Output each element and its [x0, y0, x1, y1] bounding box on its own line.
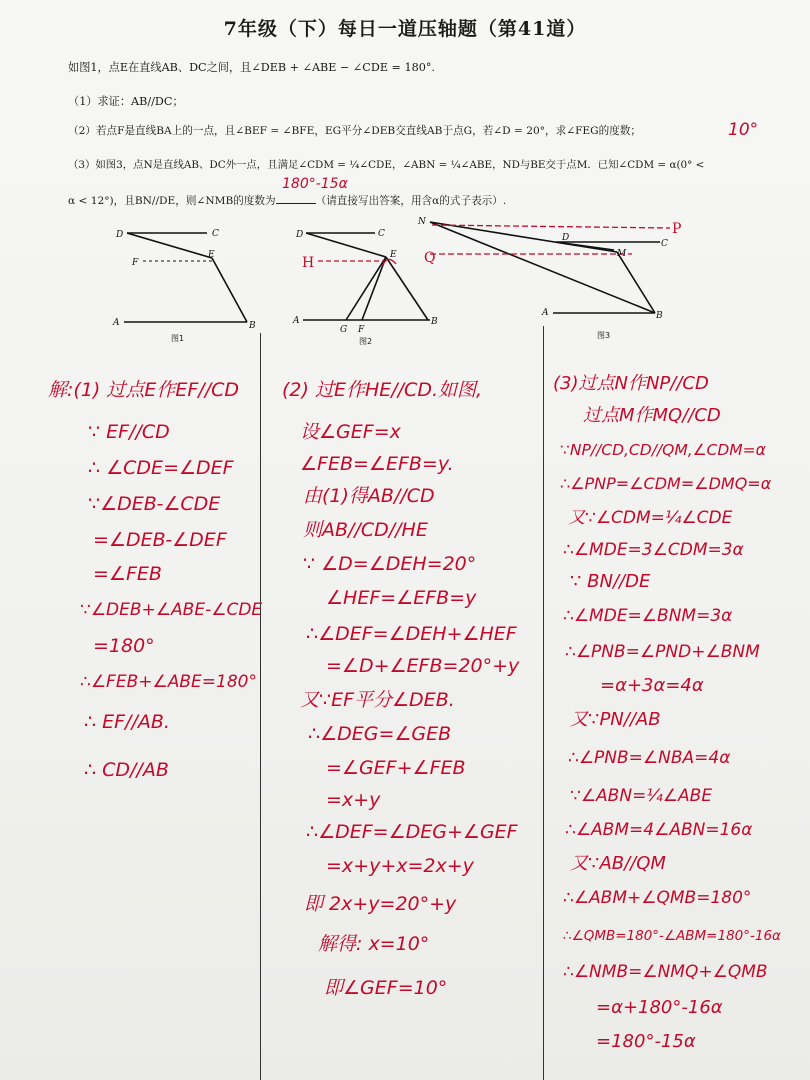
sol3-line: ∴∠ABM+∠QMB=180°	[563, 888, 752, 908]
sol3-line: ∴∠QMB=180°-∠ABM=180°-16α	[563, 928, 781, 944]
sol2-line: 解得: x=10°	[318, 933, 430, 955]
sol3-line: 又∵∠CDM=¼∠CDE	[568, 508, 733, 528]
fig3-label-B: B	[656, 311, 663, 321]
fig2-caption: 图2	[359, 337, 373, 346]
fig1-label-C: C	[212, 229, 219, 239]
page-title: 7年级（下）每日一道压轴题（第41道）	[223, 18, 587, 40]
fig1-label-A: A	[113, 318, 120, 328]
sol2-line: 即 2x+y=20°+y	[304, 893, 457, 915]
sol2-line: ∴∠DEF=∠DEG+∠GEF	[306, 821, 518, 843]
fig3-annotation-P: P	[672, 221, 682, 237]
sol1-line: ∴ EF//AB.	[84, 711, 170, 733]
sol1-line: ∵∠DEB+∠ABE-∠CDE	[80, 600, 263, 620]
sol1-line: =180°	[93, 635, 155, 657]
fig3-annotation-Q: Q	[424, 250, 436, 266]
fig1-label-F: F	[132, 258, 139, 268]
sol3-line: ∴∠PNB=∠PND+∠BNM	[565, 642, 760, 662]
answer-blank	[276, 192, 316, 204]
fig2-label-C: C	[378, 229, 385, 239]
sol3-line: ∴∠NMB=∠NMQ+∠QMB	[563, 962, 768, 982]
sol3-line: ∴∠MDE=3∠CDM=3α	[563, 540, 744, 560]
sol3-line: ∵∠ABN=¼∠ABE	[570, 786, 713, 806]
sol1-line: ∴∠FEB+∠ABE=180°	[80, 672, 257, 692]
sol2-line: 由(1)得AB//CD	[303, 485, 435, 507]
fig3-label-N: N	[418, 217, 426, 227]
sol2-line: ∠HEF=∠EFB=y	[326, 587, 477, 609]
sol3-line: ∴∠MDE=∠BNM=3α	[563, 606, 733, 626]
question-3-line2-start: α < 12°)，且BN//DE，则∠NMB的度数为	[68, 195, 276, 207]
column-divider-right	[543, 326, 544, 1080]
sol3-line: 又∵AB//QM	[570, 853, 666, 874]
sol2-line: =x+y	[326, 789, 381, 811]
sol3-line: ∵ BN//DE	[570, 571, 651, 592]
column-divider-left	[260, 333, 261, 1080]
fig3-label-C: C	[661, 239, 668, 249]
sol3-line: ∴∠ABM=4∠ABN=16α	[565, 820, 753, 840]
fig3-label-A: A	[542, 308, 549, 318]
sol3-line: =α+3α=4α	[600, 675, 704, 696]
problem-intro: 如图1，点E在直线AB、DC之间，且∠DEB + ∠ABE − ∠CDE = 180°.	[68, 61, 435, 74]
fig1-label-E: E	[208, 250, 215, 260]
fig3-label-M: M	[617, 249, 627, 259]
sol2-line: 即∠GEF=10°	[324, 977, 448, 999]
handwritten-answer-q2: 10°	[728, 120, 759, 140]
sol1-line: ∴ ∠CDE=∠DEF	[88, 457, 234, 479]
fig3-caption: 图3	[597, 331, 611, 340]
sol3-line: ∴∠PNP=∠CDM=∠DMQ=α	[560, 474, 772, 493]
figure-3	[430, 222, 660, 313]
fig2-label-E: E	[390, 250, 397, 260]
fig2-label-F: F	[358, 325, 365, 335]
fig2-label-A: A	[293, 316, 300, 326]
fig3-label-D: D	[562, 233, 570, 243]
sol1-line: =∠DEB-∠DEF	[93, 529, 227, 551]
fig1-label-B: B	[249, 321, 256, 331]
sol3-line: 又∵PN//AB	[570, 709, 661, 730]
sol2-line: ∴∠DEF=∠DEH+∠HEF	[306, 623, 517, 645]
sol2-line: ∴∠DEG=∠GEB	[308, 723, 452, 745]
sol2-line: (2) 过E作HE//CD.如图,	[282, 379, 483, 401]
question-3-line2-end: （请直接写出答案，用含α的式子表示）.	[315, 195, 507, 207]
figure-1	[124, 233, 247, 322]
sol3-line: 过点M作MQ//CD	[583, 405, 721, 426]
question-3-line1: （3）如图3，点N是直线AB、DC外一点，且满足∠CDM = ¼∠CDE，∠ABN = ¼∠ABE，ND与BE交于点M．已知∠CDM = α(0° <	[68, 159, 705, 171]
sol1-line: =∠FEB	[93, 563, 162, 585]
sol2-line: 则AB//CD//HE	[303, 519, 428, 541]
sol3-line: (3)过点N作NP//CD	[553, 373, 709, 394]
sol2-line: 又∵EF平分∠DEB.	[300, 689, 455, 711]
fig2-label-B: B	[431, 317, 438, 327]
sol2-line: 设∠GEF=x	[300, 421, 401, 443]
sol2-line: =∠D+∠EFB=20°+y	[326, 655, 520, 677]
sol1-line: 解:(1) 过点E作EF//CD	[48, 379, 239, 401]
sol2-line: ∵ ∠D=∠DEH=20°	[303, 553, 477, 575]
fig2-label-G: G	[340, 325, 348, 335]
sol3-line: ∴∠PNB=∠NBA=4α	[568, 748, 731, 768]
sol3-line: =180°-15α	[596, 1031, 696, 1052]
sol3-line: =α+180°-16α	[596, 997, 723, 1018]
handwritten-answer-q3: 180°-15α	[282, 176, 348, 192]
question-2: （2）若点F是直线BA上的一点，且∠BEF = ∠BFE，EG平分∠DEB交直线AB于点G，若∠D = 20°，求∠FEG的度数；	[68, 125, 642, 137]
fig2-label-D: D	[296, 230, 304, 240]
question-1: （1）求证：AB//DC；	[68, 95, 184, 108]
sol1-line: ∵ EF//CD	[88, 421, 170, 443]
sol1-line: ∴ CD//AB	[84, 759, 169, 781]
sol2-line: =∠GEF+∠FEB	[326, 757, 466, 779]
sol2-line: ∠FEB=∠EFB=y.	[300, 453, 454, 475]
question-3-line2	[68, 192, 506, 209]
figure-2	[303, 233, 430, 320]
figures-area	[0, 210, 810, 350]
sol1-line: ∵∠DEB-∠CDE	[88, 493, 221, 515]
fig2-annotation-H: H	[302, 255, 315, 271]
sol3-line: ∵NP//CD,CD//QM,∠CDM=α	[560, 441, 766, 459]
fig1-caption: 图1	[171, 334, 185, 343]
fig1-label-D: D	[116, 230, 124, 240]
sol2-line: =x+y+x=2x+y	[326, 855, 474, 877]
